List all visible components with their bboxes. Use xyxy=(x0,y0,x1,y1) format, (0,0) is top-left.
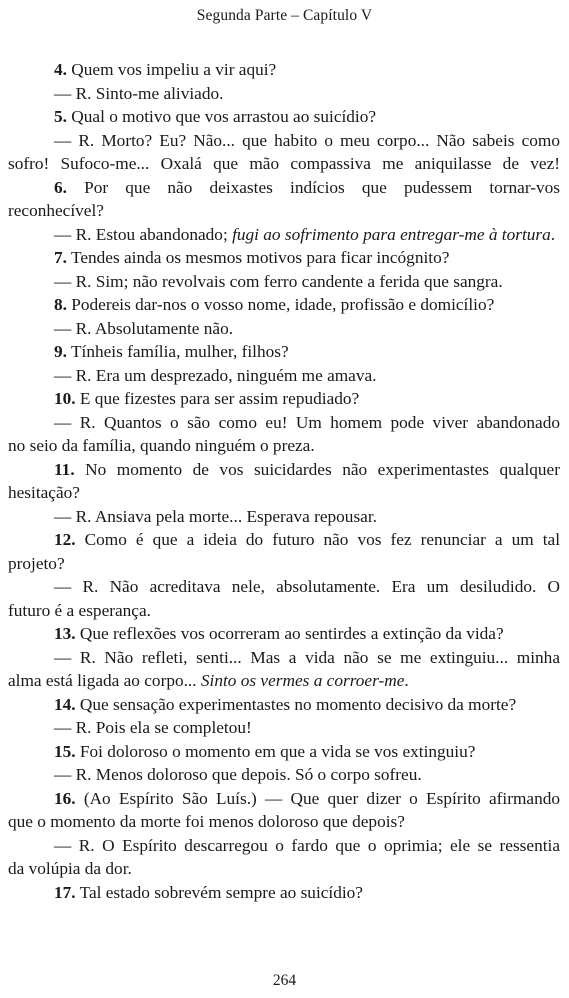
line-text: (Ao Espírito São Luís.) — Que quer dizer o Espírito afirmando xyxy=(75,788,560,808)
text-line xyxy=(8,270,560,294)
text-line xyxy=(8,599,560,623)
text-line xyxy=(8,58,560,82)
text-line xyxy=(8,82,560,106)
line-text: No momento de vos suicidardes não experimentastes qualquer xyxy=(74,459,560,479)
line-text: — R. Ansiava pela morte... Esperava repousar. xyxy=(54,506,377,526)
question-number: 13. xyxy=(54,624,76,643)
text-line xyxy=(8,434,560,458)
line-text: — R. Absolutamente não. xyxy=(54,318,234,338)
text-line xyxy=(8,787,560,811)
running-head: Segunda Parte – Capítulo V xyxy=(196,7,373,24)
line-text: — R. Sim; não revolvais com ferro candente a ferida que sangra. xyxy=(54,271,503,291)
text-line xyxy=(8,693,560,717)
question-number: 5. xyxy=(54,107,67,126)
question-number: 17. xyxy=(54,882,76,902)
text-line xyxy=(8,105,560,129)
line-text: Que reflexões vos ocorreram ao sentirdes a extinção da vida? xyxy=(75,624,504,643)
text-line xyxy=(8,740,560,764)
line-text: Tínheis família, mulher, filhos? xyxy=(66,342,289,361)
question-number: 8. xyxy=(54,295,67,314)
question-number: 12. xyxy=(54,530,76,549)
line-text: Por que não deixastes indícios que pudessem tornar-vos xyxy=(66,177,560,197)
italic-text: fugi ao sofrimento para entregar-me à tortura xyxy=(232,224,551,244)
question-number: 4. xyxy=(54,60,67,79)
text-line xyxy=(8,622,560,646)
text-line xyxy=(8,669,560,693)
line-text: hesitação? xyxy=(8,483,80,502)
line-text: — R. Morto? Eu? Não... que habito o meu corpo... Não sabeis como xyxy=(54,130,560,150)
line-text: projeto? xyxy=(8,553,65,573)
question-number: 10. xyxy=(54,389,76,408)
line-text: Foi doloroso o momento em que a vida se vos extinguiu? xyxy=(75,741,476,761)
question-number: 9. xyxy=(54,342,67,361)
text-line xyxy=(8,881,560,905)
line-text: Podereis dar-nos o vosso nome, idade, profissão e domicílio? xyxy=(66,295,495,314)
text-line xyxy=(8,340,560,364)
line-text: — R. Sinto-me aliviado. xyxy=(54,83,224,103)
line-text: Como é que a ideia do futuro não vos fez renunciar a um tal xyxy=(75,530,560,549)
question-number: 7. xyxy=(54,248,67,267)
page-body xyxy=(8,58,560,904)
question-number: 14. xyxy=(54,694,76,714)
text-line xyxy=(8,552,560,576)
line-text-end: . xyxy=(550,224,556,244)
line-text: Tal estado sobrevém sempre ao suicídio? xyxy=(75,882,363,902)
text-line xyxy=(8,810,560,834)
line-text: Que sensação experimentastes no momento decisivo da morte? xyxy=(75,694,517,714)
line-text: futuro é a esperança. xyxy=(8,600,151,620)
line-text: Tendes ainda os mesmos motivos para ficar incógnito? xyxy=(66,248,450,267)
page-number: 264 xyxy=(272,972,297,989)
line-text: da volúpia da dor. xyxy=(8,859,132,878)
text-line xyxy=(8,458,560,482)
text-line xyxy=(8,364,560,388)
line-text: — R. O Espírito descarregou o fardo que o oprimia; ele se ressentia xyxy=(54,835,560,855)
line-text: — R. Menos doloroso que depois. Só o corpo sofreu. xyxy=(54,765,422,784)
line-text: — R. Não refleti, senti... Mas a vida não se me extinguiu... minha xyxy=(54,647,560,667)
text-line xyxy=(8,246,560,270)
line-text: Qual o motivo que vos arrastou ao suicídio? xyxy=(66,107,377,126)
text-line xyxy=(8,223,560,247)
question-number: 11. xyxy=(54,459,75,479)
italic-text: Sinto os vermes a corroer-me xyxy=(200,671,405,690)
line-text: Quem vos impeliu a vir aqui? xyxy=(66,60,277,79)
line-text: alma está ligada ao corpo... xyxy=(8,671,201,690)
line-text: — R. Era um desprezado, ninguém me amava. xyxy=(54,365,377,385)
line-text: — R. Não acreditava nele, absolutamente. Era um desiludido. O xyxy=(54,577,560,596)
text-line xyxy=(8,176,560,200)
question-number: 16. xyxy=(54,788,76,808)
line-text-end: . xyxy=(404,671,409,690)
question-number: 6. xyxy=(54,177,67,197)
text-line xyxy=(8,716,560,740)
text-line xyxy=(8,317,560,341)
text-line xyxy=(8,646,560,670)
question-number: 15. xyxy=(54,741,76,761)
text-line xyxy=(8,387,560,411)
line-text: que o momento da morte foi menos doloroso que depois? xyxy=(8,812,405,831)
text-line xyxy=(8,152,560,176)
line-text: sofro! Sufoco-me... Oxalá que mão compassiva me aniquilasse de vez! xyxy=(8,154,560,173)
line-text: reconhecível? xyxy=(8,201,104,220)
text-line xyxy=(8,575,560,599)
line-text: — R. Pois ela se completou! xyxy=(54,718,252,737)
text-line xyxy=(8,528,560,552)
text-line xyxy=(8,505,560,529)
line-text: no seio da família, quando ninguém o preza. xyxy=(8,436,315,455)
text-line xyxy=(8,481,560,505)
text-line xyxy=(8,293,560,317)
text-line xyxy=(8,857,560,881)
line-text: — R. Quantos o são como eu! Um homem pode viver abandonado xyxy=(54,412,560,432)
line-text: E que fizestes para ser assim repudiado? xyxy=(75,389,360,408)
text-line xyxy=(8,129,560,153)
text-line xyxy=(8,763,560,787)
text-line xyxy=(8,199,560,223)
text-line xyxy=(8,411,560,435)
text-line xyxy=(8,834,560,858)
line-text: — R. Estou abandonado; xyxy=(54,224,233,244)
